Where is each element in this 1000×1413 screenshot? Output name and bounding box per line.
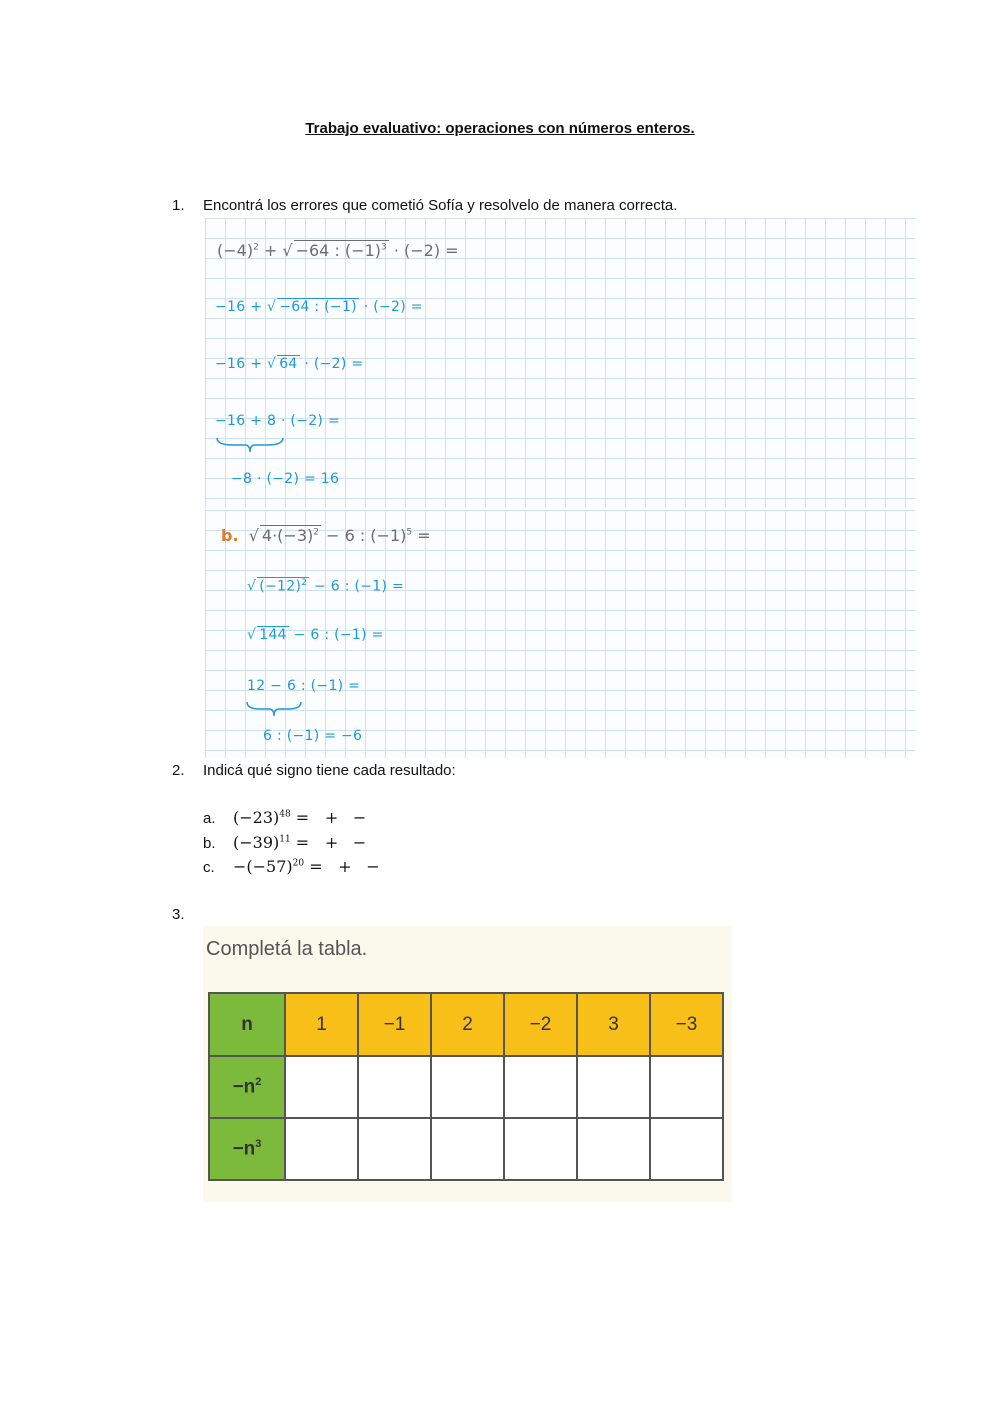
- answer-cell[interactable]: [504, 1056, 577, 1118]
- answer-cell[interactable]: [358, 1056, 431, 1118]
- row-header-neg-n-cubed: $-n^3$: [209, 1118, 285, 1180]
- question-2-text: Indicá qué signo tiene cada resultado:: [203, 762, 456, 779]
- plus-option[interactable]: +: [324, 833, 339, 852]
- answer-cell[interactable]: [431, 1056, 504, 1118]
- table-header-row: [209, 993, 723, 1056]
- exercise-b-printed: b. √ $4\cdot(-3)^2 - 6$ : $(-1)^5$ =: [221, 526, 431, 545]
- table-header-cell: −3: [650, 993, 723, 1056]
- row-header-neg-n-squared: $-n^2$: [209, 1056, 285, 1118]
- plus-option[interactable]: +: [338, 857, 352, 876]
- answer-cell[interactable]: [577, 1056, 650, 1118]
- table-header-cell: 2: [431, 993, 504, 1056]
- table-header-cell: −2: [504, 993, 577, 1056]
- worksheet-grid-a: [205, 218, 915, 508]
- exercise-a-step-2: −16 + √ 64 · (−2) =: [215, 356, 364, 372]
- worksheet-grid-b: [205, 510, 915, 758]
- answer-cell[interactable]: [431, 1118, 504, 1180]
- page-title: Trabajo evaluativo: operaciones con números enteros.: [305, 120, 695, 137]
- table-header-cell: 1: [285, 993, 358, 1056]
- sign-item-b: b. $(-39)^{11}$ = + −: [203, 833, 374, 852]
- exercise-a-step-4: −8 · (−2) = 16: [231, 471, 340, 487]
- plus-option[interactable]: +: [324, 808, 339, 827]
- minus-option[interactable]: −: [352, 833, 367, 852]
- table-header-cell: 3: [577, 993, 650, 1056]
- minus-option[interactable]: −: [352, 808, 367, 827]
- table-header-n: n: [209, 993, 285, 1056]
- power-table: [208, 992, 724, 1181]
- exercise-a-printed: $(-4)^2$ + √ −64 : $(-1)^3 \cdot (-2)$ =: [217, 241, 459, 260]
- answer-cell[interactable]: [650, 1056, 723, 1118]
- brace-b-icon: [245, 700, 305, 718]
- exercise-b-step-3: 12 − 6 : (−1) =: [247, 678, 361, 694]
- sign-item-a: a. $(-23)^{48}$ = + −: [203, 808, 374, 827]
- answer-cell[interactable]: [504, 1118, 577, 1180]
- question-1: [172, 197, 677, 214]
- exercise-a-step-3: −16 + 8 · (−2) =: [215, 413, 340, 429]
- answer-cell[interactable]: [358, 1118, 431, 1180]
- question-3-number: 3.: [172, 906, 185, 923]
- answer-cell[interactable]: [285, 1056, 358, 1118]
- table-row: [209, 1118, 723, 1180]
- answer-cell[interactable]: [577, 1118, 650, 1180]
- table-panel: [203, 926, 732, 1202]
- question-2-number: 2.: [172, 762, 185, 779]
- question-3: [172, 906, 203, 923]
- exercise-a-step-1: −16 + √ −64 : (−1) · (−2) =: [215, 299, 423, 315]
- table-title: Completá la tabla.: [206, 938, 368, 960]
- question-1-number: 1.: [172, 197, 185, 214]
- exercise-b-step-2: √ 144 − 6 : (−1) =: [247, 627, 384, 643]
- answer-cell[interactable]: [650, 1118, 723, 1180]
- exercise-b-step-4: 6 : (−1) = −6: [263, 728, 363, 744]
- brace-a-icon: [215, 436, 285, 454]
- question-2: [172, 762, 456, 779]
- minus-option[interactable]: −: [366, 857, 380, 876]
- question-1-text: Encontrá los errores que cometió Sofía y resolvelo de manera correcta.: [203, 197, 678, 214]
- table-header-cell: −1: [358, 993, 431, 1056]
- exercise-b-step-1: √ $(-12)^2 - 6$ : (−1) =: [247, 578, 405, 595]
- exercise-b-label: b.: [221, 526, 239, 545]
- answer-cell[interactable]: [285, 1118, 358, 1180]
- sign-item-c: c. $-(-57)^{20}$ = + −: [203, 857, 387, 876]
- table-row: [209, 1056, 723, 1118]
